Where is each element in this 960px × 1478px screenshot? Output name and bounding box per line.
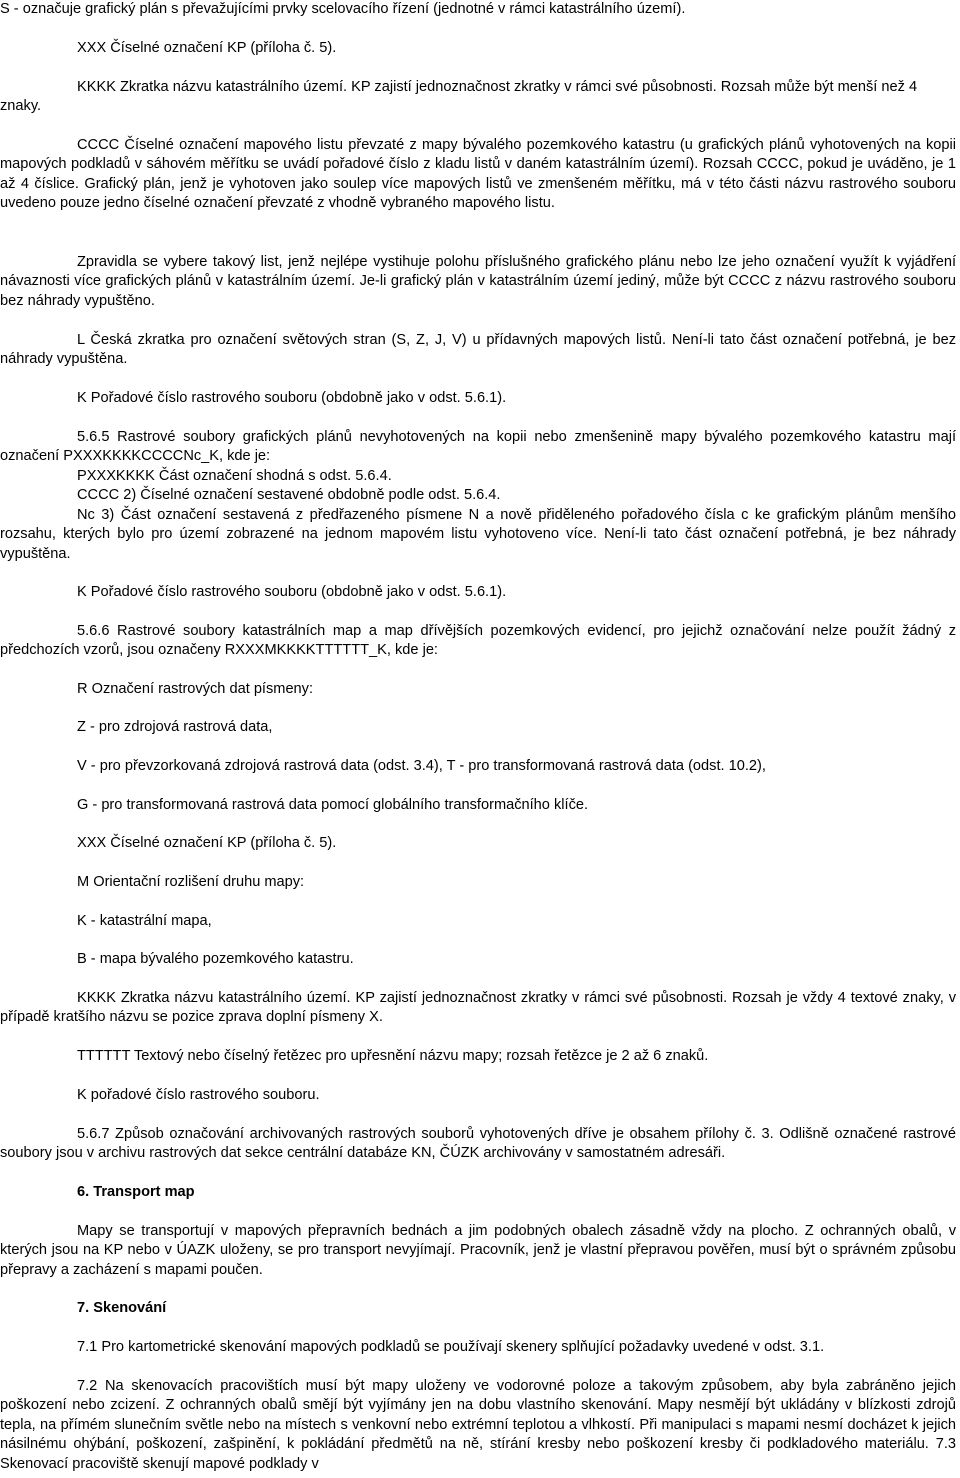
line-cccc-2: CCCC 2) Číselné označení sestavené obdobně podle odst. 5.6.4. <box>77 487 501 503</box>
paragraph-xxx-definition: XXX Číselné označení KP (příloha č. 5). <box>77 40 337 56</box>
line-pxxxkkkk: PXXXKKKK Část označení shodná s odst. 5.6.4. <box>77 468 392 484</box>
line-z-source: Z - pro zdrojová rastrová data, <box>77 719 273 735</box>
paragraph-s-definition: S - označuje grafický plán s převažujícími prvky scelovacího řízení (jednotné v rámci katastrálního území). <box>0 1 686 17</box>
line-r-definition: R Označení rastrových dat písmeny: <box>77 681 314 697</box>
line-v-resampled: V - pro převzorkovaná zdrojová rastrová data (odst. 3.4), T - pro transformovaná rastrová data (odst. 10.2), <box>77 758 766 774</box>
paragraph-5-6-7: 5.6.7 Způsob označování archivovaných rastrových souborů vyhotovených dříve je obsahem přílohy č. 3. Odlišně označené rastrové soubory jsou v archivu rastrových dat sekce centrální databáze KN, ČÚZK archivovány v samostatném adresáři. <box>0 1126 956 1162</box>
paragraph-cccc-definition: CCCC Číselné označení mapového listu převzaté z mapy bývalého pozemkového katastru (u grafických plánů vyhotovených na kopii mapových podkladů v sáhovém měřítku se uvádí pořadové číslo z kladu listů v daném katastrálním území). Rozsah CCCC, pokud je uváděno, je 1 až 4 číslice. Grafický plán, jenž je vyhotoven jako soulep více mapových listů ve zmenšeném měřítku, má v této části názvu rastrového souboru uvedeno pouze jedno číselné označení převzaté z vhodně vybraného mapového listu. <box>0 137 956 212</box>
line-g-global-key: G - pro transformovaná rastrová data pomocí globálního transformačního klíče. <box>77 797 589 813</box>
paragraph-5-6-6: 5.6.6 Rastrové soubory katastrálních map a map dřívějších pozemkových evidencí, pro jejichž označování nelze použít žádný z předchozích vzorů, jsou označeny RXXXMKKKKTTTTTT_K, kde je: <box>0 623 956 659</box>
paragraph-sheet-selection: Zpravidla se vybere takový list, jenž nejlépe vystihuje polohu příslušného grafického plánu nebo lze jeho označení využít k vyjádření návaznosti více grafických plánů v katastrálním území. Je-li grafický plán v katastrálním území jediný, může být CCCC z názvu rastrového souboru bez náhrady vypuštěno. <box>0 254 956 309</box>
paragraph-l-definition: L Česká zkratka pro označení světových stran (S, Z, J, V) u přídavných mapových listů. Není-li tato část označení potřebná, je bez náhrady vypuštěna. <box>0 332 956 368</box>
paragraph-k-definition: K Pořadové číslo rastrového souboru (obdobně jako v odst. 5.6.1). <box>77 390 507 406</box>
line-m-definition: M Orientační rozlišení druhu mapy: <box>77 874 305 890</box>
line-k-order-number: K pořadové číslo rastrového souboru. <box>77 1087 320 1103</box>
paragraph-5-6-5: 5.6.5 Rastrové soubory grafických plánů nevyhotovených na kopii nebo zmenšenině mapy bývalého pozemkového katastru mají označení PXXXKKKKCCCCNc_K, kde je: <box>0 429 956 465</box>
paragraph-kkkk-definition-2: KKKK Zkratka názvu katastrálního území. KP zajistí jednoznačnost zkratky v rámci své působnosti. Rozsah je vždy 4 textové znaky, v případě kratšího názvu se pozice zprava doplní písmeny X. <box>0 990 956 1026</box>
line-tttttt-definition: TTTTTT Textový nebo číselný řetězec pro upřesnění názvu mapy; rozsah řetězce je 2 až 6 znaků. <box>77 1048 709 1064</box>
paragraph-transport: Mapy se transportují v mapových přepravních bednách a jim podobných obalech zásadně vždy na plocho. Z ochranných obalů, v kterých jsou na KP nebo v ÚAZK uloženy, se pro transport nevyjímají. Pracovník, jenž je vlastní přepravou pověřen, musí být o správném způsobu přepravy a zacházení s mapami poučen. <box>0 1223 956 1278</box>
heading-skenovani: 7. Skenování <box>77 1300 167 1316</box>
paragraph-k-definition-2: K Pořadové číslo rastrového souboru (obdobně jako v odst. 5.6.1). <box>77 584 507 600</box>
line-7-1: 7.1 Pro kartometrické skenování mapových podkladů se používají skenery splňující požadavky uvedené v odst. 3.1. <box>77 1339 825 1355</box>
line-b-former-map: B - mapa bývalého pozemkového katastru. <box>77 951 354 967</box>
heading-transport-map: 6. Transport map <box>77 1184 195 1200</box>
line-k-cadastral-map: K - katastrální mapa, <box>77 913 212 929</box>
paragraph-7-2: 7.2 Na skenovacích pracovištích musí být mapy uloženy ve vodorovné poloze a takovým způsobem, aby byla zabráněno jejich poškození nebo zcizení. Z ochranných obalů smějí být vyjímány jen na dobu vlastního skenování. Mapy nesmějí být ukládány v blízkosti zdrojů tepla, na přímém slunečním světle nebo na místech s venkovní nebo extrémní teplotou a vlhkostí. Při manipulaci s mapami nesmí docházet k jejich násilnému ohýbání, poškození, zašpinění, k pokládání předmětů na ně, stírání kresby nebo poškození kresby či podkladového materiálu. 7.3 Skenovací pracoviště skenují mapové podklady v <box>0 1378 956 1472</box>
paragraph-kkkk-definition: KKKK Zkratka názvu katastrálního území. KP zajistí jednoznačnost zkratky v rámci své působnosti. Rozsah může být menší než 4 znaky. <box>0 79 918 115</box>
paragraph-nc-3: Nc 3) Část označení sestavená z předřazeného písmene N a nově přiděleného pořadového čísla c ke grafickým plánům menšího rozsahu, kterých bylo pro území zobrazené na jednom mapovém listu vyhotoveno více. Není-li tato část označení potřebná, je bez náhrady vypuštěna. <box>0 507 956 562</box>
line-xxx-definition: XXX Číselné označení KP (příloha č. 5). <box>77 835 337 851</box>
